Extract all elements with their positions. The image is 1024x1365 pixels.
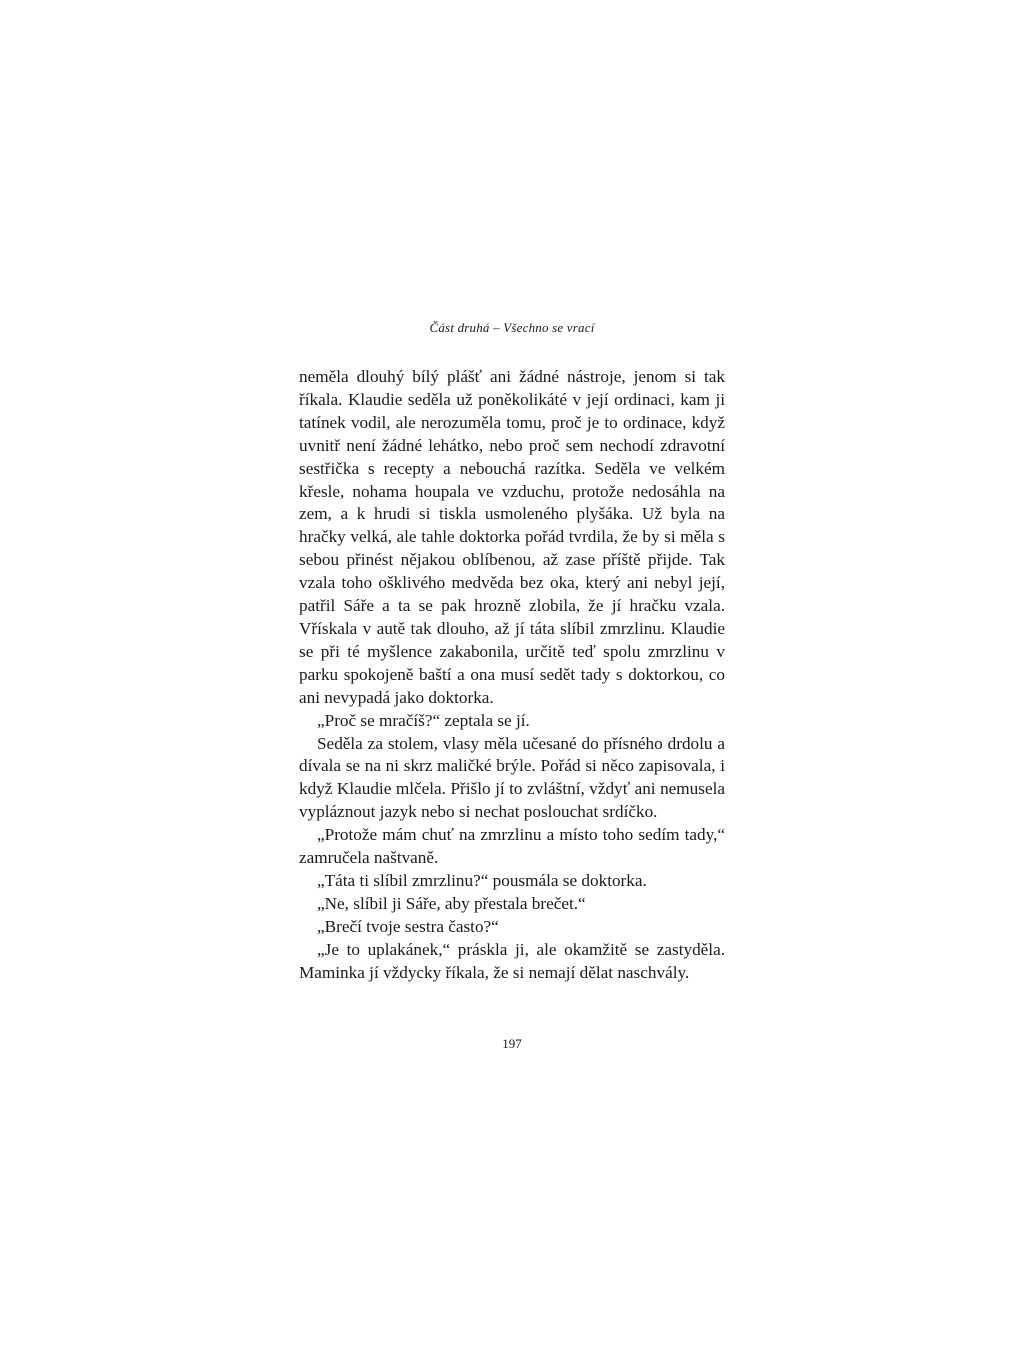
- paragraph: „Táta ti slíbil zmrzlinu?“ pousmála se doktorka.: [317, 870, 647, 890]
- paragraph: Seděla za stolem, vlasy měla učesané do přísného drdolu a dívala se na ni skrz maličké brýle. Pořád si něco zapisovala, i když Klaudie mlčela. Přišlo jí to zvláštní, vždyť ani nemusela vypláznout jazyk nebo si nechat poslouchat srdíčko.: [299, 733, 725, 822]
- page-number: 197: [502, 1036, 522, 1051]
- paragraph: neměla dlouhý bílý plášť ani žádné nástroje, jenom si tak říkala. Klaudie seděla už poněkolikáté v její ordinaci, kam ji tatínek vodil, ale nerozuměla tomu, proč je to ordinace, když uvnitř není žádné lehátko, nebo proč sem nechodí zdravotní sestřička s recepty a nebouchá razítka. Seděla ve velkém křesle, nohama houpala ve vzduchu, protože nedosáhla na zem, a k hrudi si tiskla usmoleného plyšáka. Už byla na hračky velká, ale tahle doktorka pořád tvrdila, že by si měla s sebou přinést nějakou oblíbenou, až zase příště přijde. Tak vzala toho ošklivého medvěda bez oka, který ani nebyl její, patřil Sáře a ta se pak hrozně zlobila, že jí hračku vzala. Vřískala v autě tak dlouho, až jí táta slíbil zmrzlinu. Klaudie se při té myšlence zakabonila, určitě teď spolu zmrzlinu v parku spokojeně baští a ona musí sedět tady s doktorkou, co ani nevypadá jako doktorka.: [299, 367, 725, 707]
- running-header: Část druhá – Všechno se vrací: [429, 320, 595, 335]
- paragraph: „Proč se mračíš?“ zeptala se jí.: [317, 710, 530, 730]
- paragraph: „Ne, slíbil ji Sáře, aby přestala brečet.“: [317, 893, 586, 913]
- paragraph: „Je to uplakánek,“ práskla ji, ale okamžitě se zastyděla. Maminka jí vždycky říkala, že si nemají dělat naschvály.: [299, 939, 725, 982]
- paragraph: „Brečí tvoje sestra často?“: [317, 916, 499, 936]
- body-text: [299, 366, 725, 984]
- paragraph: „Protože mám chuť na zmrzlinu a místo toho sedím tady,“ zamručela naštvaně.: [299, 825, 725, 868]
